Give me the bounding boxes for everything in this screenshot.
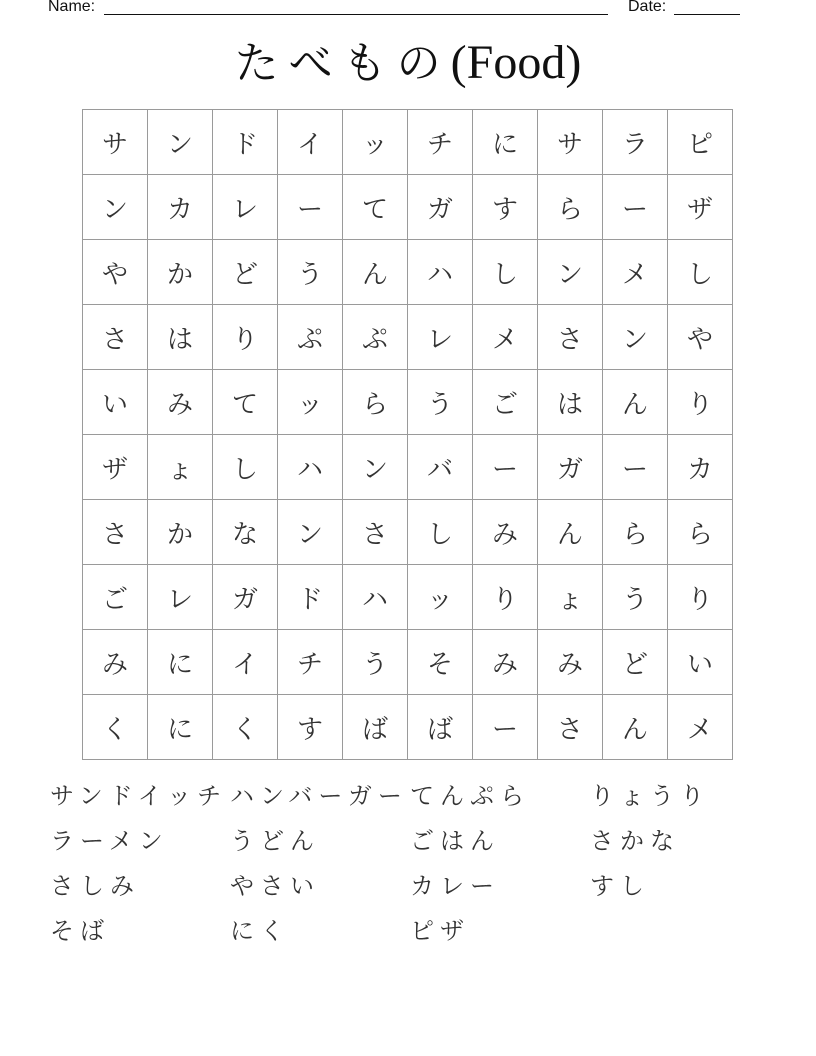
grid-cell[interactable]: か (148, 240, 213, 305)
grid-cell[interactable]: イ (278, 110, 343, 175)
grid-cell[interactable]: ン (148, 110, 213, 175)
grid-cell[interactable]: す (473, 175, 538, 240)
grid-cell[interactable]: ぷ (343, 305, 408, 370)
grid-cell[interactable]: ハ (408, 240, 473, 305)
grid-cell[interactable]: ン (343, 435, 408, 500)
grid-cell[interactable]: ガ (213, 565, 278, 630)
grid-cell[interactable]: ば (343, 695, 408, 760)
grid-cell[interactable]: ぷ (278, 305, 343, 370)
grid-cell[interactable]: ガ (538, 435, 603, 500)
grid-cell[interactable]: ど (603, 630, 668, 695)
grid-cell[interactable]: ピ (668, 110, 733, 175)
grid-cell[interactable]: ラ (603, 110, 668, 175)
grid-cell[interactable]: ハ (278, 435, 343, 500)
grid-cell[interactable]: み (148, 370, 213, 435)
word-list-item: ラーメン (50, 827, 169, 855)
word-list-item: サンドイッチ (50, 782, 228, 810)
grid-cell[interactable]: や (83, 240, 148, 305)
grid-cell[interactable]: ご (83, 565, 148, 630)
grid-cell[interactable]: ん (538, 500, 603, 565)
grid-cell[interactable]: レ (148, 565, 213, 630)
grid-cell[interactable]: に (473, 110, 538, 175)
grid-cell[interactable]: チ (408, 110, 473, 175)
grid-cell[interactable]: ん (603, 695, 668, 760)
grid-cell[interactable]: か (148, 500, 213, 565)
grid-cell[interactable]: す (278, 695, 343, 760)
grid-cell[interactable]: ン (278, 500, 343, 565)
grid-cell[interactable]: し (473, 240, 538, 305)
grid-cell[interactable]: さ (83, 500, 148, 565)
grid-cell[interactable]: ー (278, 175, 343, 240)
word-list-item: りょうり (590, 782, 710, 810)
title-english: (Food) (450, 36, 582, 89)
grid-cell[interactable]: ハ (343, 565, 408, 630)
grid-cell[interactable]: や (668, 305, 733, 370)
grid-cell[interactable]: り (473, 565, 538, 630)
grid-cell[interactable]: ド (278, 565, 343, 630)
title-japanese: たべもの (234, 38, 451, 89)
grid-cell[interactable]: ッ (343, 110, 408, 175)
grid-cell[interactable]: み (473, 500, 538, 565)
grid-cell[interactable]: に (148, 695, 213, 760)
grid-cell[interactable]: ん (343, 240, 408, 305)
grid-cell[interactable]: ど (213, 240, 278, 305)
grid-cell[interactable]: サ (538, 110, 603, 175)
grid-cell[interactable]: て (343, 175, 408, 240)
grid-cell[interactable]: ば (408, 695, 473, 760)
grid-cell[interactable]: う (408, 370, 473, 435)
grid-cell[interactable]: チ (278, 630, 343, 695)
grid-cell[interactable]: イ (213, 630, 278, 695)
word-list-item: ごはん (410, 827, 500, 855)
date-blank-line (674, 0, 740, 15)
grid-cell[interactable]: い (83, 370, 148, 435)
grid-cell[interactable]: ザ (668, 175, 733, 240)
grid-cell[interactable]: ッ (408, 565, 473, 630)
grid-cell[interactable]: り (213, 305, 278, 370)
word-list-item: ハンバーガー (230, 782, 408, 810)
grid-cell[interactable]: ら (668, 500, 733, 565)
header (48, 0, 748, 18)
grid-cell[interactable]: て (213, 370, 278, 435)
grid-cell[interactable]: ザ (83, 435, 148, 500)
grid-cell[interactable]: そ (408, 630, 473, 695)
grid-cell[interactable]: ン (83, 175, 148, 240)
grid-cell[interactable]: い (668, 630, 733, 695)
grid-cell[interactable]: カ (148, 175, 213, 240)
grid-cell[interactable]: ン (538, 240, 603, 305)
grid-cell[interactable]: レ (213, 175, 278, 240)
grid-cell[interactable]: り (668, 370, 733, 435)
word-list-item: すし (590, 872, 650, 900)
grid-cell[interactable]: ん (603, 370, 668, 435)
grid-cell[interactable]: ン (603, 305, 668, 370)
grid-cell[interactable]: し (408, 500, 473, 565)
grid-cell[interactable]: ド (213, 110, 278, 175)
grid-cell[interactable]: ょ (148, 435, 213, 500)
grid-cell[interactable]: し (668, 240, 733, 305)
name-label: Name: (48, 0, 96, 15)
grid-cell[interactable]: な (213, 500, 278, 565)
word-list (50, 778, 770, 958)
word-list-item: やさい (230, 872, 320, 900)
grid-cell[interactable]: サ (83, 110, 148, 175)
grid-cell[interactable]: ー (473, 435, 538, 500)
grid-cell[interactable]: カ (668, 435, 733, 500)
word-list-item: てんぷら (410, 782, 530, 810)
grid-cell[interactable]: う (603, 565, 668, 630)
word-list-item: ピザ (410, 917, 470, 945)
grid-cell[interactable]: バ (408, 435, 473, 500)
grid-cell[interactable]: う (278, 240, 343, 305)
word-list-item: さしみ (50, 872, 140, 900)
grid-cell[interactable]: は (148, 305, 213, 370)
grid-cell[interactable]: ッ (278, 370, 343, 435)
word-list-item: カレー (410, 872, 500, 900)
word-list-item: にく (230, 917, 290, 945)
date-label: Date: (628, 0, 667, 15)
grid-cell[interactable]: レ (408, 305, 473, 370)
grid-cell[interactable]: ら (343, 370, 408, 435)
grid-cell[interactable]: ら (603, 500, 668, 565)
grid-cell[interactable]: く (83, 695, 148, 760)
grid-cell[interactable]: ょ (538, 565, 603, 630)
grid-cell[interactable]: み (473, 630, 538, 695)
grid-cell[interactable]: さ (538, 305, 603, 370)
grid-cell[interactable]: さ (538, 695, 603, 760)
grid-cell[interactable]: ー (603, 435, 668, 500)
grid-cell[interactable]: メ (473, 305, 538, 370)
grid-cell[interactable]: ら (538, 175, 603, 240)
word-list-item: うどん (230, 827, 320, 855)
word-list-item: さかな (590, 827, 680, 855)
grid-cell[interactable]: さ (343, 500, 408, 565)
grid-cell[interactable]: く (213, 695, 278, 760)
grid-cell[interactable]: さ (83, 305, 148, 370)
grid-cell[interactable]: み (538, 630, 603, 695)
grid-cell[interactable]: は (538, 370, 603, 435)
name-blank-line (104, 0, 608, 15)
word-search-grid (82, 109, 733, 760)
grid-cell[interactable]: メ (603, 240, 668, 305)
grid-cell[interactable]: し (213, 435, 278, 500)
grid-cell[interactable]: ー (603, 175, 668, 240)
word-list-item: そば (50, 917, 110, 945)
grid-cell[interactable]: ご (473, 370, 538, 435)
page-title (0, 28, 816, 99)
grid-cell[interactable]: メ (668, 695, 733, 760)
grid-cell[interactable]: う (343, 630, 408, 695)
grid-cell[interactable]: ガ (408, 175, 473, 240)
grid-cell[interactable]: に (148, 630, 213, 695)
grid-cell[interactable]: み (83, 630, 148, 695)
grid-cell[interactable]: ー (473, 695, 538, 760)
grid-cell[interactable]: り (668, 565, 733, 630)
